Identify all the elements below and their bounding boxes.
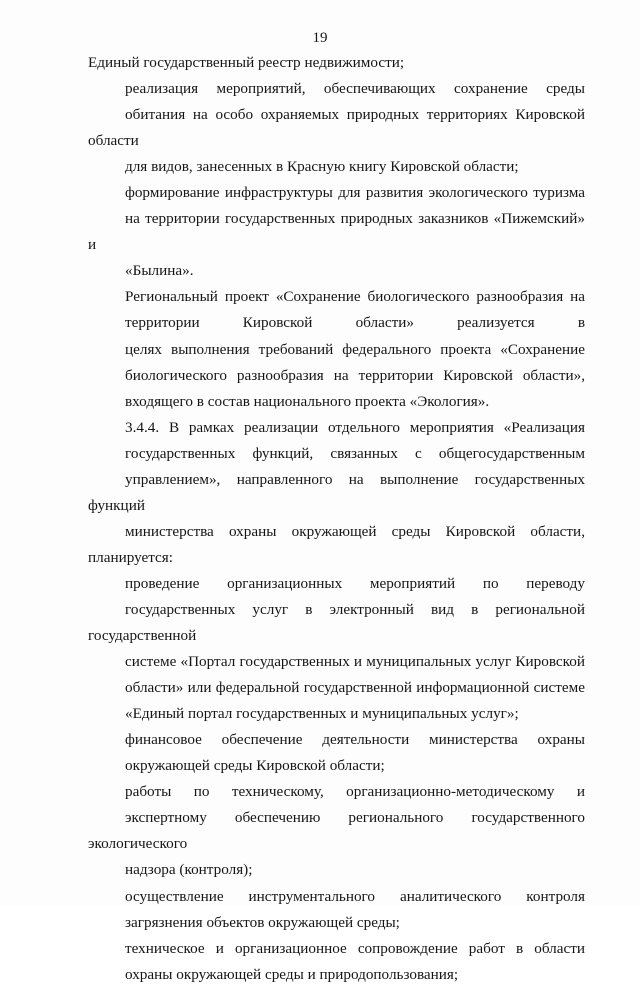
paragraph-line: окружающей среды Кировской области;	[125, 757, 385, 775]
paragraph-line: финансовое обеспечение деятельности министерства охраны	[125, 731, 585, 749]
paragraph-line: области» или федеральной государственной информационной системе	[125, 679, 585, 697]
paragraph-line: министерства охраны окружающей среды Кировской области, планируется:	[88, 522, 585, 566]
paragraph-line: реализация мероприятий, обеспечивающих сохранение среды	[125, 80, 585, 98]
paragraph-line: системе «Портал государственных и муниципальных услуг Кировской	[125, 653, 585, 671]
paragraph	[88, 884, 585, 936]
paragraph-line: государственных услуг в электронный вид в региональной государственной	[88, 600, 585, 645]
paragraph	[88, 180, 585, 284]
paragraph-line: формирование инфраструктуры для развития экологического туризма	[125, 184, 585, 202]
paragraph-line: для видов, занесенных в Красную книгу Кировской области;	[125, 158, 519, 176]
paragraph-line: территории Кировской области» реализуется в	[125, 314, 585, 332]
paragraph	[88, 936, 585, 988]
paragraph-line: «Единый портал государственных и муниципальных услуг»;	[125, 705, 519, 723]
paragraph-line: целях выполнения требований федерального проекта «Сохранение	[125, 340, 585, 358]
paragraph-line: Единый государственный реестр недвижимости;	[88, 54, 405, 71]
paragraph-line: проведение организационных мероприятий по переводу	[125, 574, 585, 592]
paragraph-line: экспертному обеспечению регионального государственного экологического	[88, 809, 585, 853]
paragraph-line: охраны окружающей среды и природопользования;	[125, 965, 459, 983]
paragraph-line: обитания на особо охраняемых природных территориях Кировской области	[88, 106, 585, 150]
paragraph-line: на территории государственных природных заказников «Пижемский» и	[88, 210, 585, 254]
paragraph-line: надзора (контроля);	[125, 861, 253, 879]
paragraph-line: загрязнения объектов окружающей среды;	[125, 913, 400, 931]
paragraph-line: управлением», направленного на выполнение государственных функций	[88, 470, 585, 514]
paragraph	[88, 284, 585, 414]
paragraph-line: государственных функций, связанных с общегосударственным	[125, 444, 585, 462]
paragraph-line: биологического разнообразия на территории Кировской области»,	[125, 366, 585, 384]
paragraph-line: Региональный проект «Сохранение биологического разнообразия на	[125, 288, 585, 306]
paragraph-line: входящего в состав национального проекта «Экология».	[125, 392, 490, 410]
paragraph	[88, 727, 585, 779]
paragraph-line: техническое и организационное сопровождение работ в области	[125, 939, 585, 957]
paragraph	[88, 415, 585, 571]
document-body	[88, 50, 585, 988]
paragraph-line: осуществление инструментального аналитического контроля	[125, 887, 585, 905]
paragraph	[88, 50, 585, 76]
paragraph-line: работы по техническому, организационно-методическому и	[125, 783, 585, 801]
page-number: 19	[312, 30, 328, 46]
paragraph-line: «Былина».	[125, 262, 194, 280]
paragraph	[88, 571, 585, 727]
paragraph-line: 3.4.4. В рамках реализации отдельного мероприятия «Реализация	[125, 418, 585, 436]
paragraph	[88, 76, 585, 180]
paragraph	[88, 779, 585, 883]
